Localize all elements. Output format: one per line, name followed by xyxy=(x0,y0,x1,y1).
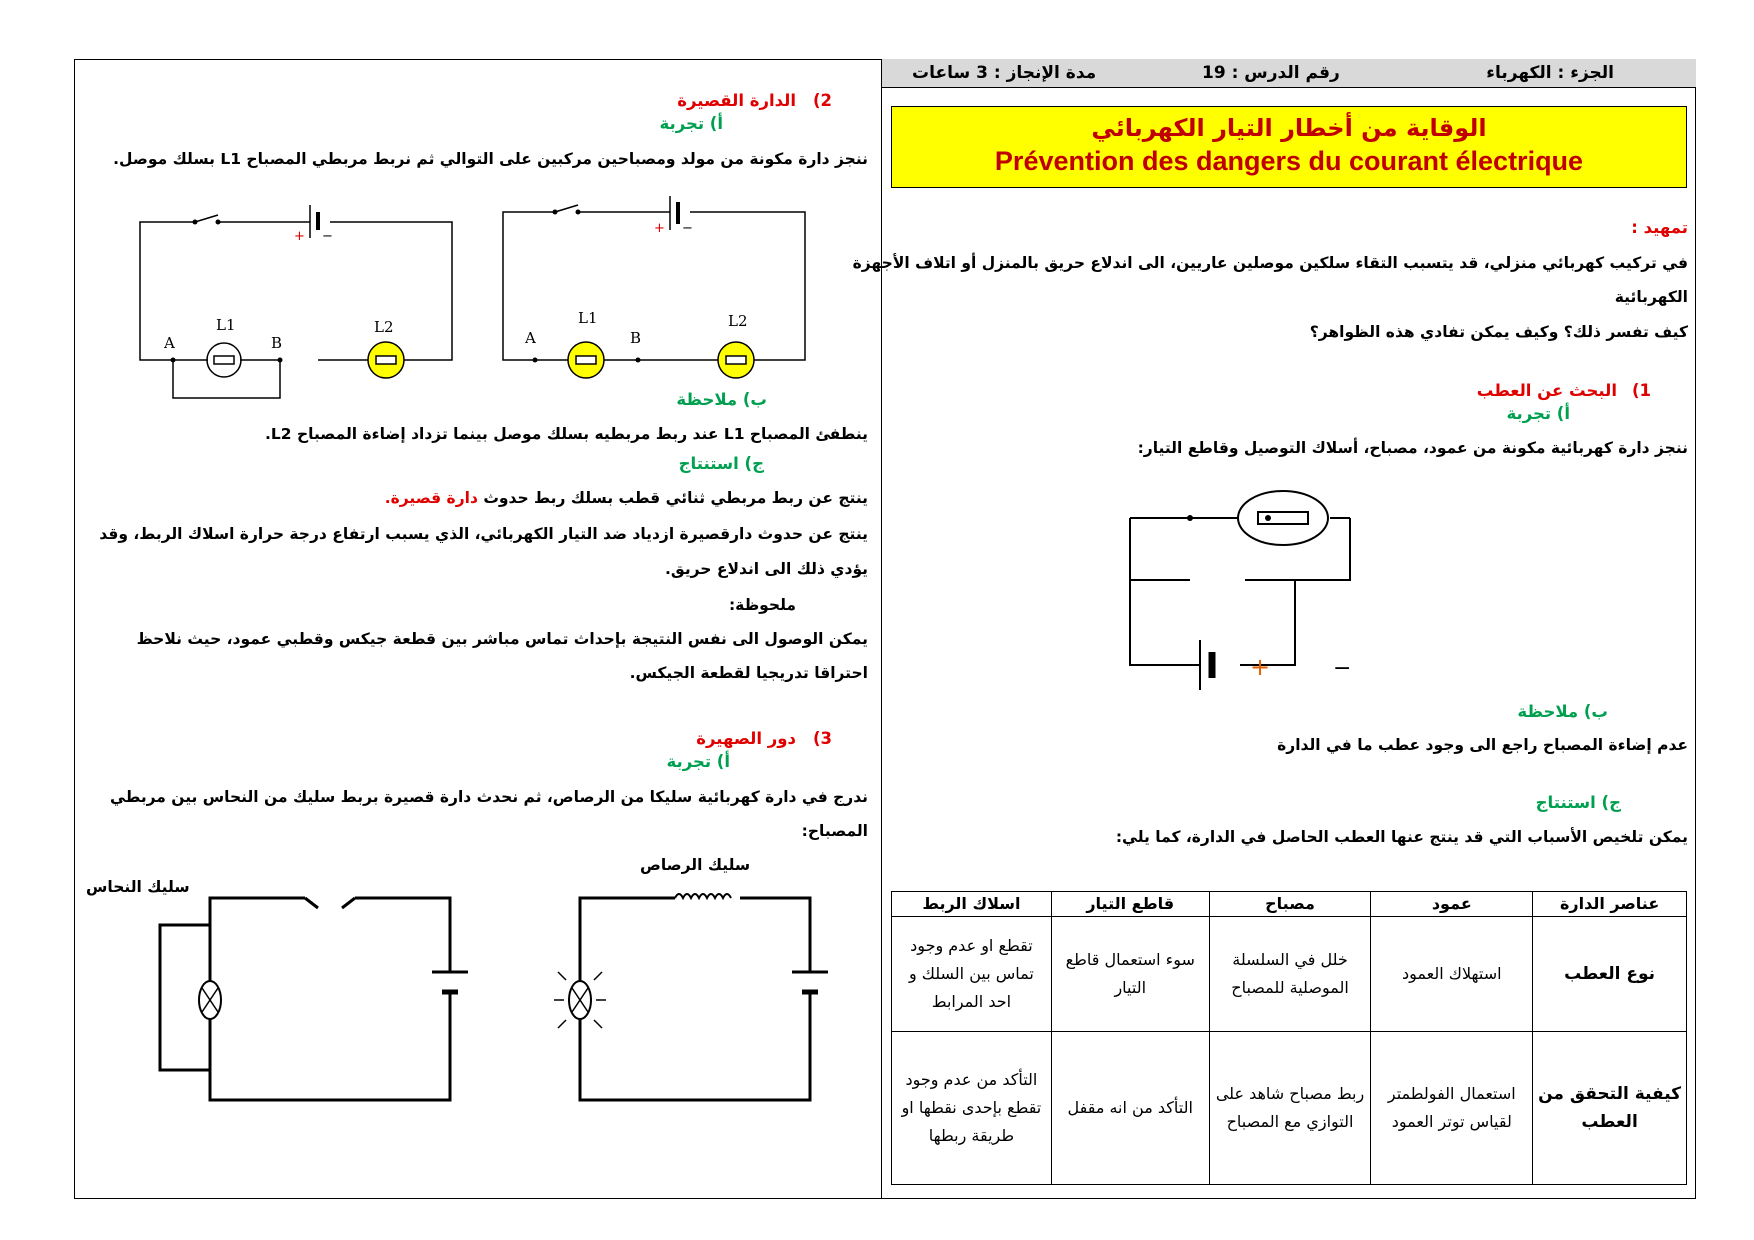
table-cell: التأكد من عدم وجود تقطع بإحدى نقطها او طريقة ربطها xyxy=(892,1032,1052,1185)
s2-conclusion-label: ج) استنتاج xyxy=(678,454,764,473)
s1-conclusion-label: ج) استنتاج xyxy=(1535,793,1621,812)
table-cell: استهلاك العمود xyxy=(1371,917,1533,1032)
s3-experiment-label: أ) تجربة xyxy=(666,752,730,771)
lesson-header xyxy=(882,59,1696,88)
intro-line1: في تركيب كهربائي منزلي، قد يتسبب التقاء سلكين موصلين عاريين، الى اندلاع حريق بالمنزل أو اتلاف الأجهزة xyxy=(852,254,1688,272)
s1-experiment-label: أ) تجربة xyxy=(1506,404,1570,423)
table-cell: ربط مصباح شاهد على التوازي مع المصباح xyxy=(1209,1032,1371,1185)
s2-label-L1: L1 xyxy=(216,316,236,334)
s3-experiment-line1: ندرج في دارة كهربائية سليكا من الرصاص، ثم نحدث دارة قصيرة بربط سليك من النحاس بين مربطي xyxy=(110,788,868,806)
s1-title: البحث عن العطب xyxy=(1476,381,1617,400)
s1-experiment-text: ننجز دارة كهربائية مكونة من عمود، مصباح، أسلاك التوصيل وقاطع التيار: xyxy=(1137,439,1688,457)
s2-note-label: ملحوظة: xyxy=(728,596,796,614)
table-header: مصباح xyxy=(1209,892,1371,917)
table-row xyxy=(892,917,1687,1032)
s1-observation-text: عدم إضاءة المصباح راجع الى وجود عطب ما في الدارة xyxy=(1277,736,1688,754)
s2-number: 2) xyxy=(812,91,832,110)
table-row xyxy=(892,1032,1687,1185)
s1-observation-label: ب) ملاحظة xyxy=(1517,702,1608,721)
s2-note-line2: احتراقا تدريجيا لقطعة الجيكس. xyxy=(629,664,868,682)
table-header: عمود xyxy=(1371,892,1533,917)
table-cell: التأكد من انه مقفل xyxy=(1051,1032,1209,1185)
table-cell: خلل في السلسلة الموصلية للمصباح xyxy=(1209,917,1371,1032)
s2-conclusion-line3: يؤدي ذلك الى اندلاع حريق. xyxy=(664,560,868,578)
header-duration: مدة الإنجاز : 3 ساعات xyxy=(912,63,1097,83)
s2-observation-text: ينطفئ المصباح L1 عند ربط مربطيه بسلك موصل بينما تزداد إضاءة المصباح L2. xyxy=(265,425,868,443)
s1-circuit-diagram xyxy=(1130,480,1500,690)
intro-question: كيف تفسر ذلك؟ وكيف يمكن تفادي هذه الظواهر؟ xyxy=(1309,323,1688,341)
table-cell: تقطع او عدم وجود تماس بين السلك و احد المرابط xyxy=(892,917,1052,1032)
lesson-title xyxy=(891,106,1687,188)
s2-observation-label: ب) ملاحظة xyxy=(676,390,767,409)
table-header: عناصر الدارة xyxy=(1533,892,1687,917)
s1-minus-sign: − xyxy=(1333,656,1352,681)
header-lesson-number: رقم الدرس : 19 xyxy=(1202,63,1340,83)
intro-line2: الكهربائية xyxy=(1614,288,1688,306)
table-header: قاطع التيار xyxy=(1051,892,1209,917)
table-row-label: كيفية التحقق من العطب xyxy=(1533,1032,1687,1185)
s2-experiment-text: ننجز دارة مكونة من مولد ومصباحين مركبين على التوالي ثم نربط مربطي المصباح L1 بسلك موصل. xyxy=(113,150,868,168)
s3-lead-wire-label: سليك الرصاص xyxy=(640,856,751,874)
intro-heading: تمهيد : xyxy=(1631,218,1688,237)
s1-conclusion-text: يمكن تلخيص الأسباب التي قد ينتج عنها العطب الحاصل في الدارة، كما يلي: xyxy=(1115,828,1688,846)
s2-note-line1: يمكن الوصول الى نفس النتيجة بإحداث تماس مباشر بين قطعة جيكس وقطبي عمود، حيث نلاحظ xyxy=(136,630,868,648)
column-divider xyxy=(881,59,882,1199)
s3-fuse-circuits xyxy=(150,880,830,1110)
title-french: Prévention des dangers du courant électrique xyxy=(994,146,1584,176)
s2-label-B: B xyxy=(271,334,283,352)
s3-copper-wire-label: سليك النحاس xyxy=(86,878,190,896)
s1-plus-sign: + xyxy=(1250,653,1271,681)
table-row-label: نوع العطب xyxy=(1533,917,1687,1032)
s2-label-A: A xyxy=(164,334,175,352)
s2-label-L1-right: L1 xyxy=(578,309,598,327)
s2-minus-sign-right: − xyxy=(682,221,693,236)
table-header-row xyxy=(892,892,1687,917)
s2-plus-sign-right: + xyxy=(654,221,665,236)
s2-conclusion-text1: ينتج عن ربط مربطي ثنائي قطب بسلك ربط حدوث xyxy=(483,489,868,507)
s2-label-L2-right: L2 xyxy=(728,312,748,330)
s2-conclusion-line1 xyxy=(385,489,868,507)
s3-experiment-line2: المصباح: xyxy=(801,822,868,840)
s3-title: دور الصهيرة xyxy=(696,729,796,748)
s2-label-L2: L2 xyxy=(374,318,394,336)
table-header: اسلاك الربط xyxy=(892,892,1052,917)
s2-label-A-right: A xyxy=(525,329,536,347)
s2-minus-sign: − xyxy=(322,229,333,244)
s1-number: 1) xyxy=(1631,381,1651,400)
fault-table xyxy=(891,891,1687,1185)
s3-number: 3) xyxy=(812,729,832,748)
s2-conclusion-line2: ينتج عن حدوث دارقصيرة ازدياد ضد التيار الكهربائي، الذي يسبب ارتفاع درجة حرارة اسلاك الربط، وقد xyxy=(99,525,868,543)
header-part: الجزء : الكهرباء xyxy=(1486,63,1614,83)
title-arabic: الوقاية من أخطار التيار الكهربائي xyxy=(1091,114,1487,142)
table-cell: استعمال الفولطمتر لقياس توتر العمود xyxy=(1371,1032,1533,1185)
s2-conclusion-highlight: دارة قصيرة. xyxy=(384,489,478,507)
s2-experiment-label: أ) تجربة xyxy=(659,114,723,133)
s2-title: الدارة القصيرة xyxy=(677,91,796,110)
s2-label-B-right: B xyxy=(630,329,642,347)
table-cell: سوء استعمال قاطع التيار xyxy=(1051,917,1209,1032)
s2-circuit-diagrams xyxy=(130,190,820,410)
s2-plus-sign: + xyxy=(294,229,305,244)
